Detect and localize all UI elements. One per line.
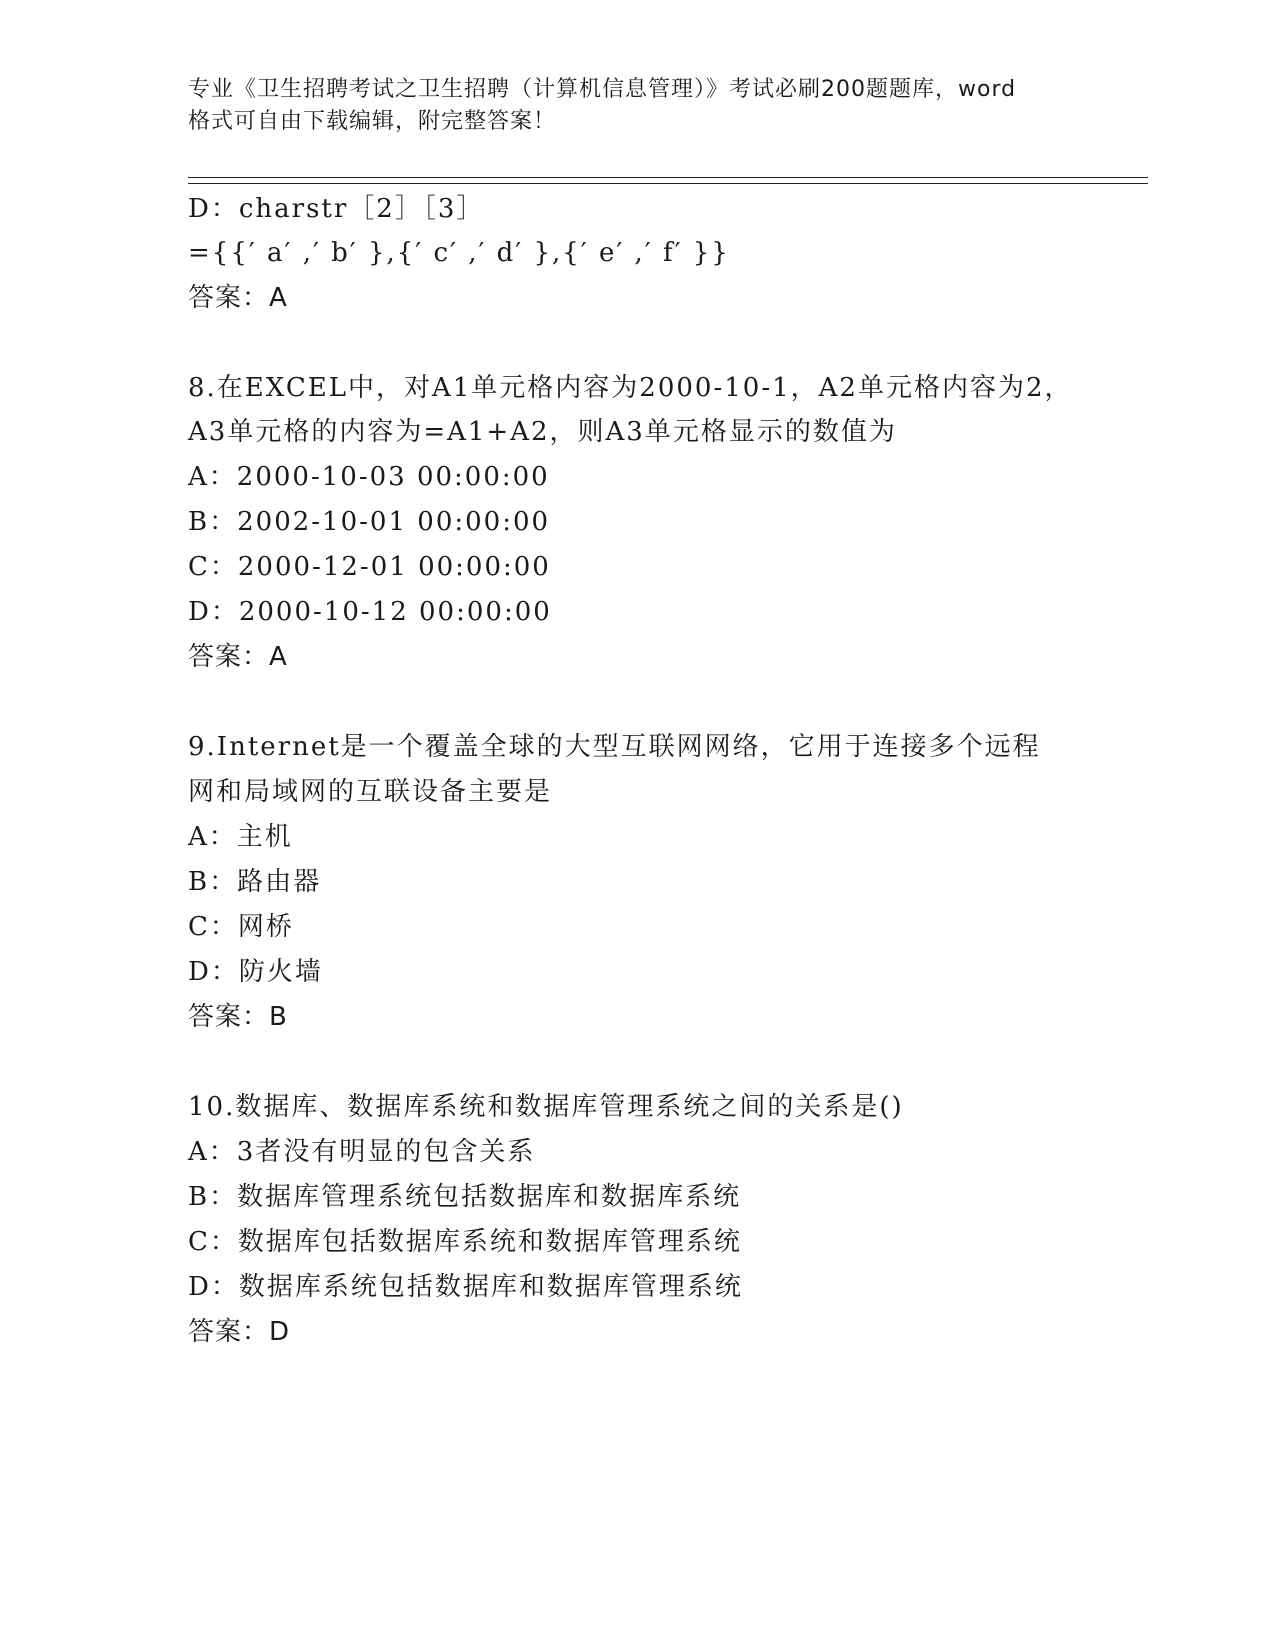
document-header <box>188 74 1088 138</box>
question-8-answer: 答案：A <box>188 642 288 672</box>
question-8-option-c: C：2000-12-01 00:00:00 <box>188 552 551 582</box>
question-8-stem-line-2: A3单元格的内容为=A1+A2，则A3单元格显示的数值为 <box>188 417 897 447</box>
question-9-option-d: D：防火墙 <box>188 957 323 987</box>
header-divider-bottom <box>188 183 1148 184</box>
question-9-answer: 答案：B <box>188 1002 288 1032</box>
question-10-option-a: A：3者没有明显的包含关系 <box>188 1137 536 1167</box>
header-divider-top <box>188 177 1148 178</box>
header-line-1: 专业《卫生招聘考试之卫生招聘（计算机信息管理）》考试必刷200题题库，word <box>188 77 1017 102</box>
fragment-option-d-line-1: D：charstr［2］［3］ <box>188 194 485 224</box>
question-10-answer: 答案：D <box>188 1317 291 1347</box>
question-10-stem: 10.数据库、数据库系统和数据库管理系统之间的关系是() <box>188 1092 904 1122</box>
question-8-option-b: B：2002-10-01 00:00:00 <box>188 507 551 537</box>
fragment-answer: 答案：A <box>188 283 288 313</box>
question-10-option-c: C：数据库包括数据库系统和数据库管理系统 <box>188 1227 742 1257</box>
question-10-option-b: B：数据库管理系统包括数据库和数据库系统 <box>188 1182 742 1212</box>
question-9-stem-line-1: 9.Internet是一个覆盖全球的大型互联网网络，它用于连接多个远程 <box>188 732 1041 762</box>
fragment-option-d-line-2: ={{′ a′ ,′ b′ },{′ c′ ,′ d′ },{′ e′ ,′ f′ }} <box>188 238 730 268</box>
question-8-stem-line-1: 8.在EXCEL中，对A1单元格内容为2000-10-1，A2单元格内容为2， <box>188 373 1073 403</box>
question-8-option-a: A：2000-10-03 00:00:00 <box>188 462 550 492</box>
question-9-option-a: A：主机 <box>188 822 293 852</box>
question-9-stem-line-2: 网和局域网的互联设备主要是 <box>188 777 553 807</box>
question-10-option-d: D：数据库系统包括数据库和数据库管理系统 <box>188 1272 743 1302</box>
question-8-option-d: D：2000-10-12 00:00:00 <box>188 597 552 627</box>
header-line-2: 格式可自由下载编辑，附完整答案！ <box>188 109 557 134</box>
question-9-option-b: B：路由器 <box>188 867 322 897</box>
question-9-option-c: C：网桥 <box>188 912 294 942</box>
